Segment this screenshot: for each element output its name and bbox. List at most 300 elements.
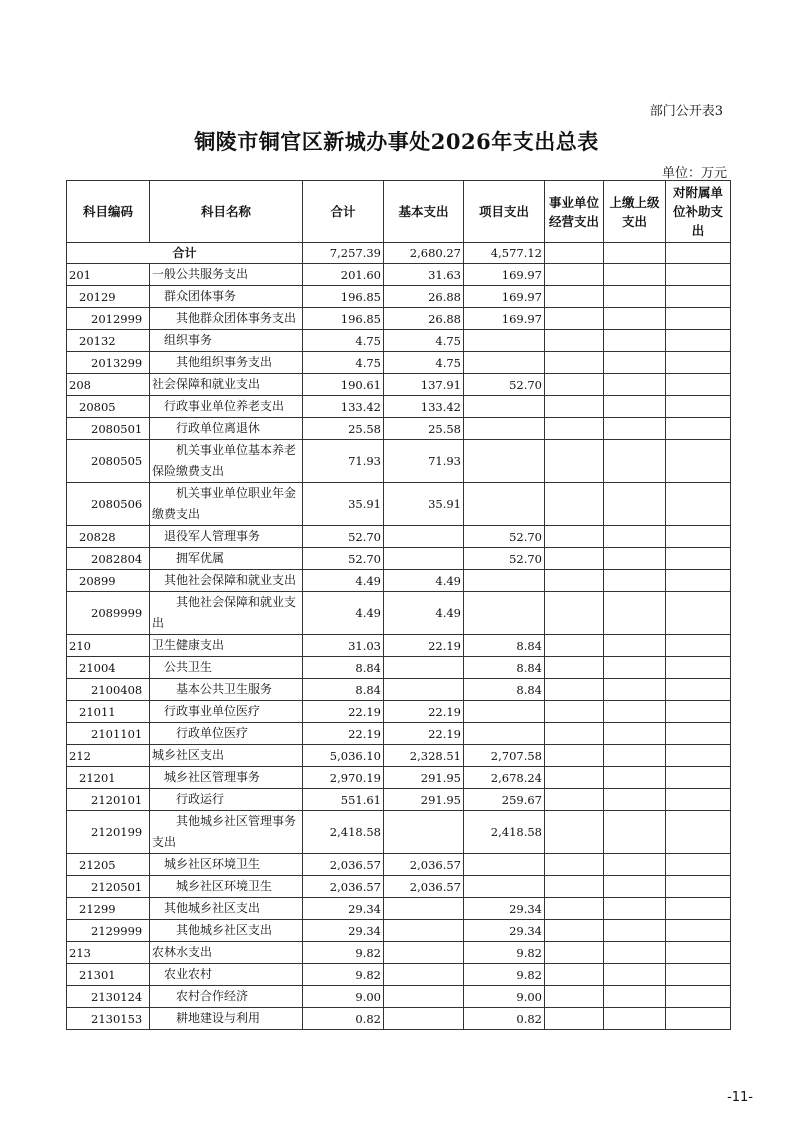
row-business [545, 701, 604, 723]
row-business [545, 592, 604, 635]
row-business [545, 942, 604, 964]
row-business [545, 789, 604, 811]
row-business [545, 635, 604, 657]
row-name: 农林水支出 [150, 942, 303, 964]
row-project [464, 440, 545, 483]
row-project: 29.34 [464, 920, 545, 942]
row-code: 21004 [67, 657, 150, 679]
row-name: 组织事务 [150, 330, 303, 352]
row-subsidy [666, 440, 731, 483]
row-subsidy [666, 526, 731, 548]
row-code: 21201 [67, 767, 150, 789]
row-name: 行政事业单位养老支出 [150, 396, 303, 418]
row-name: 其他社会保障和就业支出 [150, 570, 303, 592]
row-remit [604, 811, 666, 854]
row-basic: 291.95 [384, 789, 464, 811]
row-name: 行政单位医疗 [150, 723, 303, 745]
row-basic [384, 898, 464, 920]
row-project [464, 592, 545, 635]
row-business [545, 854, 604, 876]
row-business [545, 898, 604, 920]
expenditure-table [66, 180, 731, 1030]
row-name: 其他群众团体事务支出 [150, 308, 303, 330]
table-row [67, 308, 731, 330]
row-business [545, 526, 604, 548]
table-row [67, 854, 731, 876]
row-code: 2120101 [67, 789, 150, 811]
row-basic [384, 964, 464, 986]
row-basic: 133.42 [384, 396, 464, 418]
row-business [545, 920, 604, 942]
row-project: 259.67 [464, 789, 545, 811]
row-basic [384, 548, 464, 570]
row-subsidy [666, 789, 731, 811]
total-label: 合计 [67, 243, 303, 264]
row-subsidy [666, 570, 731, 592]
table-row [67, 396, 731, 418]
row-project: 29.34 [464, 898, 545, 920]
row-total: 25.58 [303, 418, 384, 440]
row-name: 农业农村 [150, 964, 303, 986]
row-business [545, 657, 604, 679]
row-code: 210 [67, 635, 150, 657]
row-subsidy [666, 264, 731, 286]
row-business [545, 440, 604, 483]
row-project: 9.82 [464, 964, 545, 986]
row-project [464, 352, 545, 374]
row-remit [604, 986, 666, 1008]
table-row [67, 570, 731, 592]
row-basic: 71.93 [384, 440, 464, 483]
row-business [545, 483, 604, 526]
row-name: 其他组织事务支出 [150, 352, 303, 374]
row-basic: 291.95 [384, 767, 464, 789]
table-row [67, 592, 731, 635]
table-row [67, 526, 731, 548]
row-total: 22.19 [303, 723, 384, 745]
row-subsidy [666, 635, 731, 657]
row-total: 133.42 [303, 396, 384, 418]
row-business [545, 964, 604, 986]
table-row [67, 264, 731, 286]
table-row [67, 942, 731, 964]
row-basic: 4.75 [384, 330, 464, 352]
row-project: 169.97 [464, 264, 545, 286]
row-total: 29.34 [303, 898, 384, 920]
header-project: 项目支出 [464, 181, 545, 243]
row-code: 2130124 [67, 986, 150, 1008]
row-business [545, 330, 604, 352]
row-code: 20132 [67, 330, 150, 352]
row-code: 213 [67, 942, 150, 964]
row-code: 2080501 [67, 418, 150, 440]
row-code: 2082804 [67, 548, 150, 570]
row-code: 21011 [67, 701, 150, 723]
row-basic [384, 526, 464, 548]
row-code: 2080506 [67, 483, 150, 526]
row-name: 群众团体事务 [150, 286, 303, 308]
row-total: 4.49 [303, 592, 384, 635]
row-basic: 22.19 [384, 635, 464, 657]
header-remit: 上缴上级支出 [604, 181, 666, 243]
row-business [545, 767, 604, 789]
row-project [464, 483, 545, 526]
row-business [545, 286, 604, 308]
row-remit [604, 330, 666, 352]
row-code: 20899 [67, 570, 150, 592]
row-subsidy [666, 745, 731, 767]
header-basic: 基本支出 [384, 181, 464, 243]
row-total: 22.19 [303, 701, 384, 723]
row-basic: 2,036.57 [384, 854, 464, 876]
row-basic [384, 679, 464, 701]
table-row [67, 745, 731, 767]
row-remit [604, 570, 666, 592]
row-code: 21299 [67, 898, 150, 920]
row-total: 190.61 [303, 374, 384, 396]
row-total: 31.03 [303, 635, 384, 657]
row-remit [604, 635, 666, 657]
row-name: 基本公共卫生服务 [150, 679, 303, 701]
header-total: 合计 [303, 181, 384, 243]
row-project [464, 723, 545, 745]
total-project: 4,577.12 [464, 243, 545, 264]
row-name: 其他城乡社区管理事务支出 [150, 811, 303, 854]
row-code: 20129 [67, 286, 150, 308]
row-remit [604, 657, 666, 679]
table-row [67, 811, 731, 854]
row-total: 8.84 [303, 657, 384, 679]
header-row [67, 181, 731, 243]
table-row [67, 701, 731, 723]
row-remit [604, 352, 666, 374]
row-subsidy [666, 942, 731, 964]
row-total: 196.85 [303, 308, 384, 330]
row-code: 21301 [67, 964, 150, 986]
row-remit [604, 679, 666, 701]
row-business [545, 264, 604, 286]
row-code: 212 [67, 745, 150, 767]
row-total: 29.34 [303, 920, 384, 942]
row-subsidy [666, 811, 731, 854]
row-name: 农村合作经济 [150, 986, 303, 1008]
row-subsidy [666, 286, 731, 308]
row-business [545, 396, 604, 418]
header-code: 科目编码 [67, 181, 150, 243]
row-total: 35.91 [303, 483, 384, 526]
row-project [464, 701, 545, 723]
row-total: 0.82 [303, 1008, 384, 1030]
row-name: 其他社会保障和就业支出 [150, 592, 303, 635]
row-remit [604, 440, 666, 483]
table-row [67, 286, 731, 308]
row-basic: 26.88 [384, 308, 464, 330]
row-subsidy [666, 1008, 731, 1030]
row-remit [604, 286, 666, 308]
table-row [67, 679, 731, 701]
row-remit [604, 396, 666, 418]
header-name: 科目名称 [150, 181, 303, 243]
row-code: 2013299 [67, 352, 150, 374]
row-basic [384, 811, 464, 854]
row-total: 5,036.10 [303, 745, 384, 767]
total-total: 7,257.39 [303, 243, 384, 264]
row-project: 169.97 [464, 286, 545, 308]
row-business [545, 418, 604, 440]
row-remit [604, 876, 666, 898]
table-row [67, 920, 731, 942]
row-subsidy [666, 483, 731, 526]
row-basic: 25.58 [384, 418, 464, 440]
table-row [67, 548, 731, 570]
row-basic [384, 920, 464, 942]
row-subsidy [666, 396, 731, 418]
row-project: 169.97 [464, 308, 545, 330]
total-row [67, 243, 731, 264]
row-total: 551.61 [303, 789, 384, 811]
row-name: 其他城乡社区支出 [150, 920, 303, 942]
row-project [464, 330, 545, 352]
row-business [545, 986, 604, 1008]
row-remit [604, 701, 666, 723]
row-name: 城乡社区环境卫生 [150, 876, 303, 898]
row-business [545, 876, 604, 898]
row-name: 拥军优属 [150, 548, 303, 570]
row-business [545, 570, 604, 592]
row-business [545, 811, 604, 854]
row-remit [604, 854, 666, 876]
row-code: 2100408 [67, 679, 150, 701]
row-name: 机关事业单位基本养老保险缴费支出 [150, 440, 303, 483]
row-basic: 26.88 [384, 286, 464, 308]
row-total: 4.49 [303, 570, 384, 592]
row-total: 201.60 [303, 264, 384, 286]
row-name: 城乡社区支出 [150, 745, 303, 767]
row-project: 52.70 [464, 548, 545, 570]
table-row [67, 986, 731, 1008]
row-subsidy [666, 374, 731, 396]
row-name: 行政事业单位医疗 [150, 701, 303, 723]
row-project: 9.00 [464, 986, 545, 1008]
header-subsidy: 对附属单位补助支出 [666, 181, 731, 243]
row-remit [604, 745, 666, 767]
row-subsidy [666, 767, 731, 789]
table-row [67, 418, 731, 440]
row-basic: 22.19 [384, 701, 464, 723]
row-code: 20828 [67, 526, 150, 548]
row-business [545, 679, 604, 701]
table-row [67, 898, 731, 920]
row-name: 退役军人管理事务 [150, 526, 303, 548]
row-remit [604, 548, 666, 570]
row-subsidy [666, 986, 731, 1008]
table-row [67, 964, 731, 986]
row-code: 2080505 [67, 440, 150, 483]
row-subsidy [666, 701, 731, 723]
row-remit [604, 308, 666, 330]
row-total: 9.00 [303, 986, 384, 1008]
row-project: 52.70 [464, 526, 545, 548]
row-project: 52.70 [464, 374, 545, 396]
row-project: 8.84 [464, 679, 545, 701]
row-name: 卫生健康支出 [150, 635, 303, 657]
row-basic: 4.75 [384, 352, 464, 374]
row-remit [604, 1008, 666, 1030]
row-name: 一般公共服务支出 [150, 264, 303, 286]
page-number: -11- [727, 1090, 753, 1105]
row-basic [384, 986, 464, 1008]
table-row [67, 440, 731, 483]
row-project [464, 396, 545, 418]
row-business [545, 374, 604, 396]
row-total: 4.75 [303, 330, 384, 352]
row-remit [604, 418, 666, 440]
table-row [67, 767, 731, 789]
row-basic: 4.49 [384, 570, 464, 592]
row-total: 2,970.19 [303, 767, 384, 789]
row-remit [604, 374, 666, 396]
row-subsidy [666, 308, 731, 330]
row-code: 208 [67, 374, 150, 396]
row-total: 52.70 [303, 526, 384, 548]
row-subsidy [666, 723, 731, 745]
row-total: 2,036.57 [303, 854, 384, 876]
row-subsidy [666, 592, 731, 635]
row-remit [604, 483, 666, 526]
row-code: 2101101 [67, 723, 150, 745]
row-subsidy [666, 330, 731, 352]
row-code: 2120501 [67, 876, 150, 898]
row-subsidy [666, 657, 731, 679]
row-basic: 35.91 [384, 483, 464, 526]
row-total: 52.70 [303, 548, 384, 570]
row-code: 2120199 [67, 811, 150, 854]
page-title: 铜陵市铜官区新城办事处2026年支出总表 [194, 129, 599, 154]
row-name: 公共卫生 [150, 657, 303, 679]
table-row [67, 723, 731, 745]
row-name: 城乡社区环境卫生 [150, 854, 303, 876]
table-row [67, 374, 731, 396]
total-subsidy [666, 243, 731, 264]
row-name: 耕地建设与利用 [150, 1008, 303, 1030]
row-remit [604, 767, 666, 789]
row-basic: 22.19 [384, 723, 464, 745]
row-subsidy [666, 352, 731, 374]
row-basic: 2,036.57 [384, 876, 464, 898]
row-remit [604, 526, 666, 548]
row-basic: 2,328.51 [384, 745, 464, 767]
table-row [67, 657, 731, 679]
row-project: 8.84 [464, 657, 545, 679]
row-remit [604, 264, 666, 286]
row-business [545, 1008, 604, 1030]
row-business [545, 745, 604, 767]
row-total: 196.85 [303, 286, 384, 308]
row-basic: 4.49 [384, 592, 464, 635]
row-code: 21205 [67, 854, 150, 876]
header-business: 事业单位经营支出 [545, 181, 604, 243]
row-business [545, 352, 604, 374]
row-name: 行政单位离退休 [150, 418, 303, 440]
row-remit [604, 898, 666, 920]
row-code: 2089999 [67, 592, 150, 635]
row-project [464, 418, 545, 440]
row-project [464, 570, 545, 592]
table-row [67, 789, 731, 811]
row-total: 8.84 [303, 679, 384, 701]
row-basic [384, 1008, 464, 1030]
row-project: 9.82 [464, 942, 545, 964]
row-remit [604, 592, 666, 635]
row-code: 2129999 [67, 920, 150, 942]
row-code: 20805 [67, 396, 150, 418]
row-remit [604, 789, 666, 811]
document-tag: 部门公开表3 [649, 104, 723, 119]
row-project [464, 854, 545, 876]
row-name: 机关事业单位职业年金缴费支出 [150, 483, 303, 526]
row-total: 2,418.58 [303, 811, 384, 854]
row-basic [384, 942, 464, 964]
total-remit [604, 243, 666, 264]
row-subsidy [666, 920, 731, 942]
row-project: 0.82 [464, 1008, 545, 1030]
row-subsidy [666, 679, 731, 701]
row-remit [604, 723, 666, 745]
row-code: 201 [67, 264, 150, 286]
table-row [67, 330, 731, 352]
row-project: 8.84 [464, 635, 545, 657]
row-code: 2130153 [67, 1008, 150, 1030]
row-total: 9.82 [303, 964, 384, 986]
table-row [67, 1008, 731, 1030]
row-remit [604, 920, 666, 942]
row-name: 城乡社区管理事务 [150, 767, 303, 789]
table-row [67, 635, 731, 657]
row-basic: 137.91 [384, 374, 464, 396]
row-name: 社会保障和就业支出 [150, 374, 303, 396]
row-basic [384, 657, 464, 679]
table-row [67, 876, 731, 898]
row-subsidy [666, 854, 731, 876]
total-basic: 2,680.27 [384, 243, 464, 264]
row-subsidy [666, 876, 731, 898]
row-project [464, 876, 545, 898]
row-subsidy [666, 418, 731, 440]
row-project: 2,418.58 [464, 811, 545, 854]
row-remit [604, 942, 666, 964]
row-remit [604, 964, 666, 986]
row-total: 4.75 [303, 352, 384, 374]
row-subsidy [666, 964, 731, 986]
unit-label: 单位：万元 [661, 166, 727, 181]
row-code: 2012999 [67, 308, 150, 330]
row-basic: 31.63 [384, 264, 464, 286]
table-row [67, 352, 731, 374]
row-name: 行政运行 [150, 789, 303, 811]
row-total: 71.93 [303, 440, 384, 483]
row-project: 2,707.58 [464, 745, 545, 767]
row-subsidy [666, 898, 731, 920]
total-business [545, 243, 604, 264]
row-business [545, 723, 604, 745]
row-business [545, 308, 604, 330]
row-name: 其他城乡社区支出 [150, 898, 303, 920]
table-row [67, 483, 731, 526]
row-subsidy [666, 548, 731, 570]
row-total: 9.82 [303, 942, 384, 964]
row-project: 2,678.24 [464, 767, 545, 789]
row-total: 2,036.57 [303, 876, 384, 898]
